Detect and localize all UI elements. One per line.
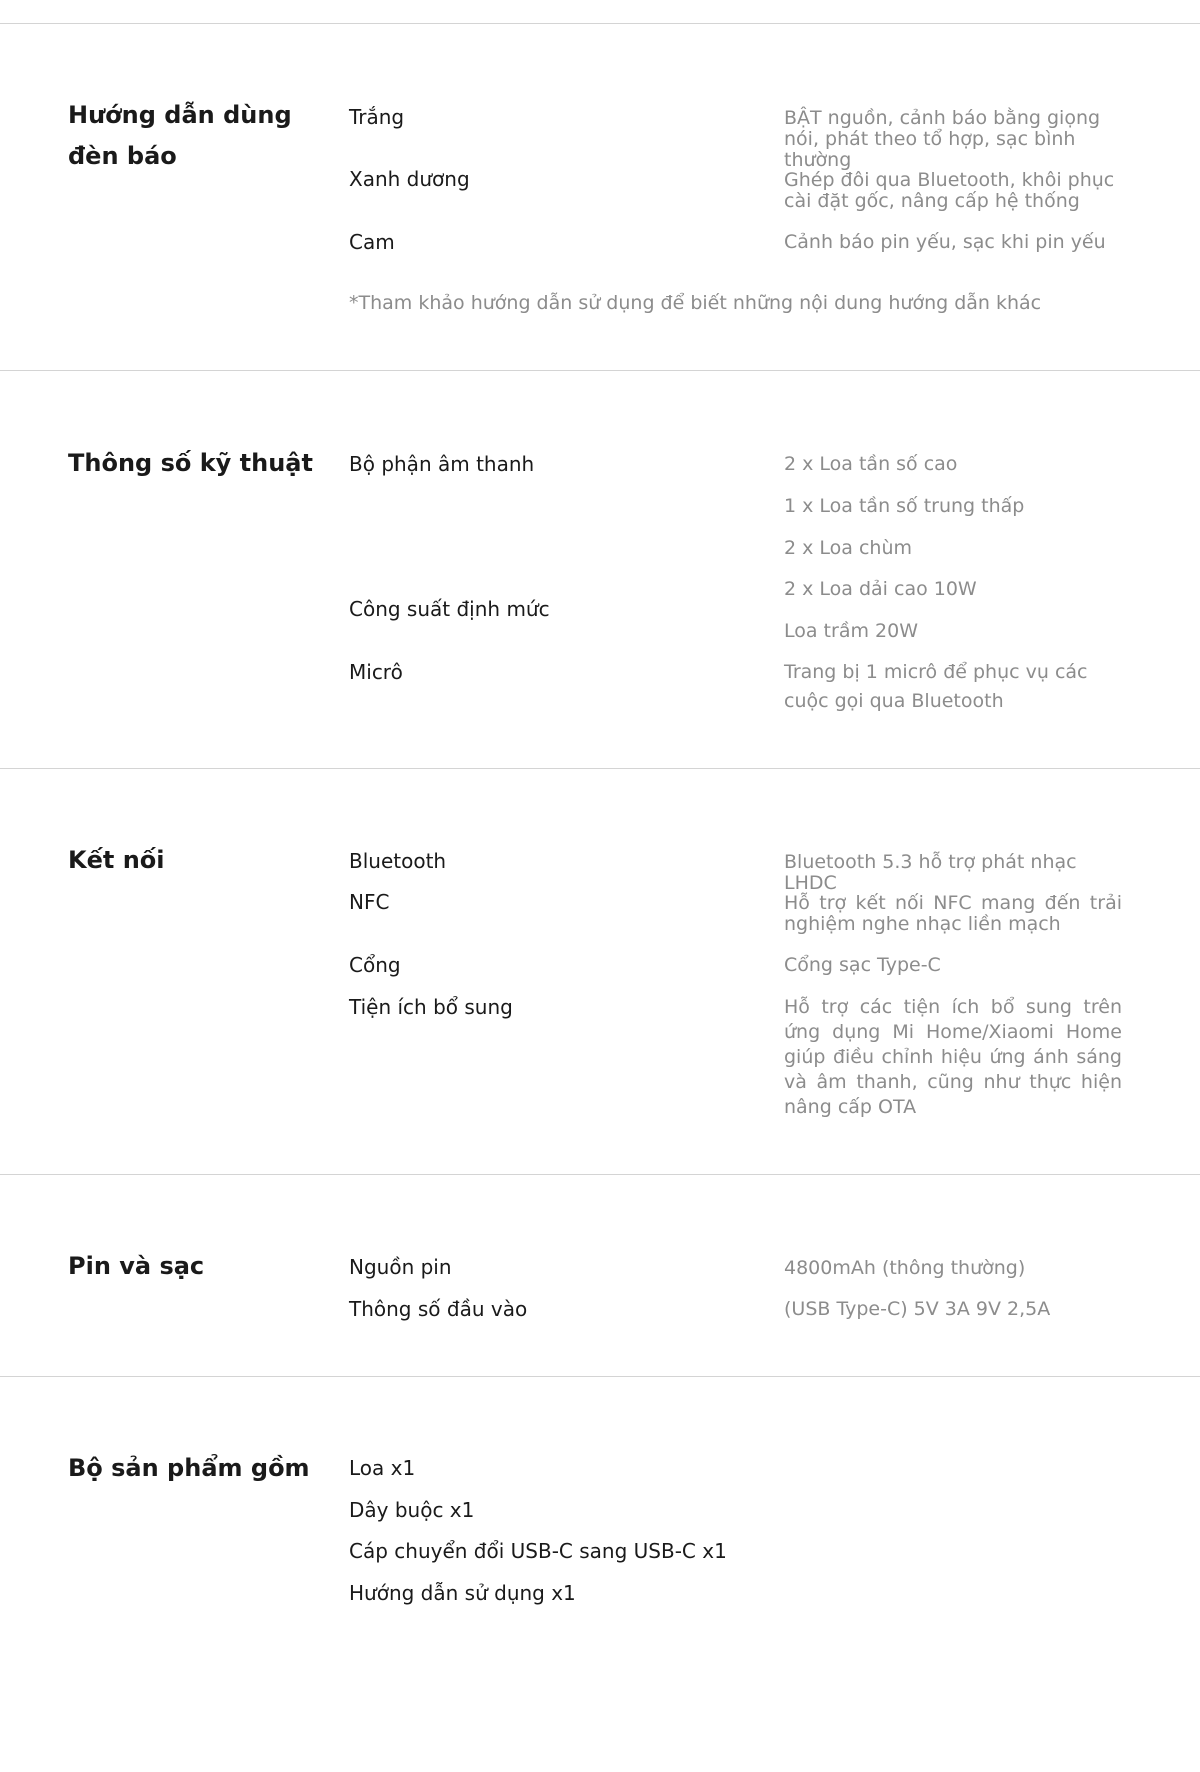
spec-label-microphone: Micrô xyxy=(349,660,403,684)
spec-label-blue: Xanh dương xyxy=(349,167,470,191)
spec-value-extra-features: Hỗ trợ các tiện ích bổ sung trên ứng dụng Mi Home/Xiaomi Home giúp điều chỉnh hiệu ứng ánh sáng và âm thanh, cũng như thực hiện nâng cấp OTA xyxy=(784,996,1122,1118)
section-title-package-contents: Bộ sản phẩm gồm xyxy=(68,1454,310,1482)
spec-value-battery-capacity: 4800mAh (thông thường) xyxy=(784,1257,1026,1279)
section-title-battery: Pin và sạc xyxy=(68,1252,205,1280)
spec-value-microphone: Trang bị 1 micrô để phục vụ các cuộc gọi qua Bluetooth xyxy=(784,661,1088,712)
spec-label-battery-capacity: Nguồn pin xyxy=(349,1255,452,1279)
spec-label-nfc: NFC xyxy=(349,890,390,914)
spec-label-rated-power: Công suất định mức xyxy=(349,597,550,621)
section-divider xyxy=(0,1376,1200,1377)
spec-label-input-spec: Thông số đầu vào xyxy=(349,1297,528,1321)
spec-value-blue: Ghép đôi qua Bluetooth, khôi phục cài đặt gốc, nâng cấp hệ thống xyxy=(784,169,1115,212)
spec-value-nfc: Hỗ trợ kết nối NFC mang đến trải nghiệm nghe nhạc liền mạch xyxy=(784,892,1122,935)
spec-value-orange: Cảnh báo pin yếu, sạc khi pin yếu xyxy=(784,231,1106,253)
section-divider xyxy=(0,1174,1200,1175)
spec-value-white: BẬT nguồn, cảnh báo bằng giọng nói, phát theo tổ hợp, sạc bình thường xyxy=(784,107,1101,171)
spec-label-orange: Cam xyxy=(349,230,395,254)
spec-label-white: Trắng xyxy=(349,105,405,129)
spec-value-high-range-power: 2 x Loa dải cao 10W xyxy=(784,578,977,600)
section-title-indicator-guide: Hướng dẫn dùng đèn báo xyxy=(68,101,292,170)
spec-value-passive-radiator: 2 x Loa chùm xyxy=(784,537,913,559)
spec-value-woofer-power: Loa trầm 20W xyxy=(784,620,918,642)
spec-value-mid-low-driver: 1 x Loa tần số trung thấp xyxy=(784,495,1025,517)
section-divider xyxy=(0,370,1200,371)
package-item: Hướng dẫn sử dụng x1 xyxy=(349,1581,576,1605)
package-item: Dây buộc x1 xyxy=(349,1498,475,1522)
package-item: Cáp chuyển đổi USB-C sang USB-C x1 xyxy=(349,1539,727,1563)
spec-value-port: Cổng sạc Type-C xyxy=(784,954,941,976)
spec-label-audio-components: Bộ phận âm thanh xyxy=(349,452,535,476)
spec-value-input-spec: (USB Type-C) 5V 3A 9V 2,5A xyxy=(784,1298,1051,1320)
spec-label-bluetooth: Bluetooth xyxy=(349,849,447,873)
section-divider xyxy=(0,768,1200,769)
spec-label-port: Cổng xyxy=(349,953,401,977)
spec-label-extra-features: Tiện ích bổ sung xyxy=(349,995,513,1019)
section-title-technical-specs: Thông số kỹ thuật xyxy=(68,449,313,477)
package-item: Loa x1 xyxy=(349,1456,416,1480)
spec-value-tweeter: 2 x Loa tần số cao xyxy=(784,453,958,475)
section-divider xyxy=(0,23,1200,24)
indicator-guide-note: *Tham khảo hướng dẫn sử dụng để biết những nội dung hướng dẫn khác xyxy=(349,292,1042,314)
spec-value-bluetooth: Bluetooth 5.3 hỗ trợ phát nhạc LHDC xyxy=(784,851,1077,894)
section-title-connectivity: Kết nối xyxy=(68,846,165,874)
